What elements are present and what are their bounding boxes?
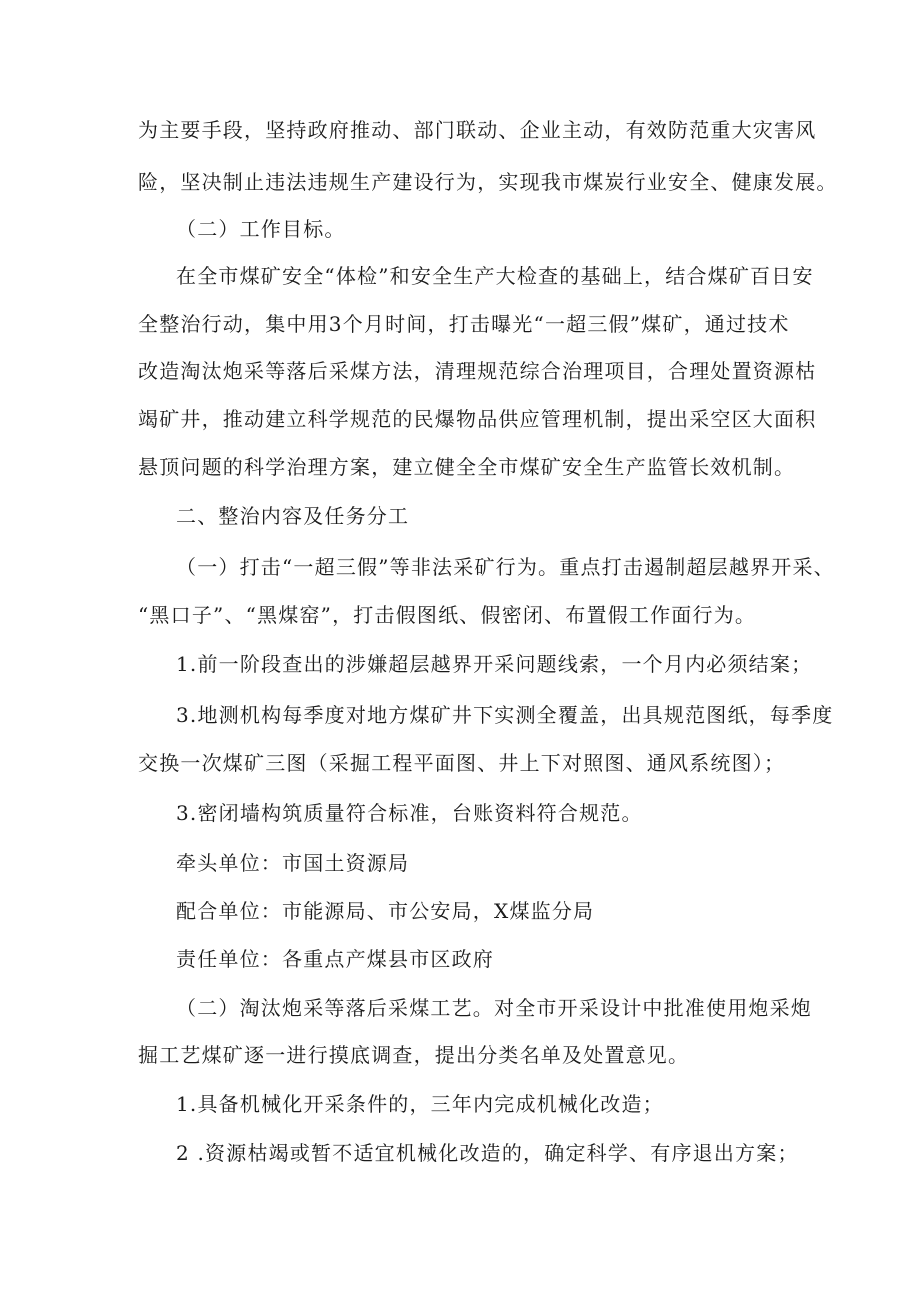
paragraph-line-10: （一）打击“一超三假”等非法采矿行为。重点打击遏制超层越界开采、 bbox=[176, 555, 835, 579]
paragraph-line-5: 全整治行动，集中用3个月时间，打击曝光“一超三假”煤矿，通过技术 bbox=[138, 312, 790, 336]
paragraph-line-1: 为主要手段，坚持政府推动、部门联动、企业主动，有效防范重大灾害风 bbox=[138, 118, 817, 142]
paragraph-line-6: 改造淘汰炮采等落后采煤方法，清理规范综合治理项目，合理处置资源枯 bbox=[138, 359, 817, 383]
list-item-1: 1.前一阶段查出的涉嫌超层越界开采问题线索，一个月内必须结案； bbox=[176, 652, 813, 676]
paragraph-line-8: 悬顶问题的科学治理方案，建立健全全市煤矿安全生产监管长效机制。 bbox=[138, 455, 796, 479]
paragraph-line-4: 在全市煤矿安全“体检”和安全生产大检查的基础上，结合煤矿百日安 bbox=[176, 264, 814, 288]
responsible-unit: 责任单位：各重点产煤县市区政府 bbox=[176, 947, 494, 971]
paragraph-line-11: “黑口子”、“黑煤窑”，打击假图纸、假密闭、布置假工作面行为。 bbox=[138, 603, 757, 627]
list-item-2: 3.地测机构每季度对地方煤矿井下实测全覆盖，出具规范图纸，每季度 bbox=[176, 703, 834, 727]
section-heading-work-goal: （二）工作目标。 bbox=[176, 217, 346, 241]
paragraph-line-7: 竭矿井，推动建立科学规范的民爆物品供应管理机制，提出采空区大面积 bbox=[138, 407, 817, 431]
list-item-b2: 2 .资源枯竭或暂不适宜机械化改造的，确定科学、有序退出方案； bbox=[176, 1141, 799, 1165]
lead-unit: 牵头单位：市国土资源局 bbox=[176, 851, 410, 875]
paragraph-line-2: 险，坚决制止违法违规生产建设行为，实现我市煤炭行业安全、健康发展。 bbox=[138, 170, 838, 194]
list-item-3: 3.密闭墙构筑质量符合标准，台账资料符合规范。 bbox=[176, 801, 643, 825]
paragraph-line-20: 掘工艺煤矿逐一进行摸底调查，提出分类名单及处置意见。 bbox=[138, 1043, 690, 1067]
list-item-2-cont: 交换一次煤矿三图（采掘工程平面图、井上下对照图、通风系统图）； bbox=[138, 751, 786, 775]
list-item-b1: 1.具备机械化开采条件的，三年内完成机械化改造； bbox=[176, 1092, 664, 1116]
section-heading-content: 二、整治内容及任务分工 bbox=[176, 504, 410, 528]
cooperating-units: 配合单位：市能源局、市公安局，X煤监分局 bbox=[176, 899, 595, 923]
paragraph-line-19: （二）淘汰炮采等落后采煤工艺。对全市开采设计中批准使用炮采炮 bbox=[176, 996, 812, 1020]
